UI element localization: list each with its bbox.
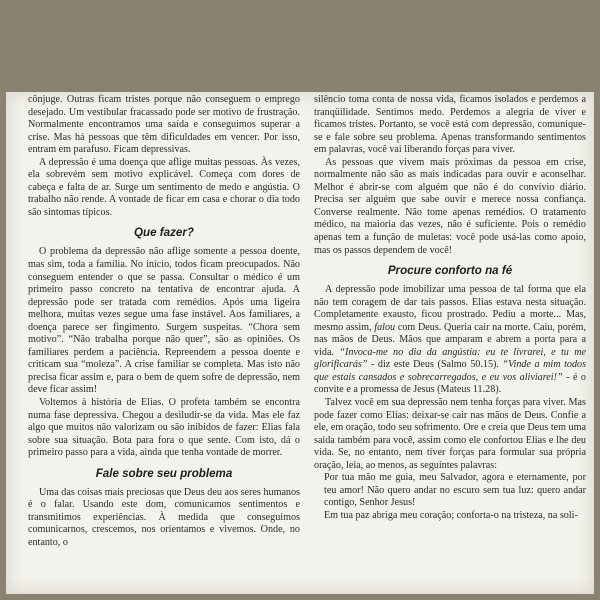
right-column bbox=[314, 94, 586, 523]
bible-quote: “Vinde a mim todos que estais cansados e sobrecarregados, e eu vos aliviarei!” bbox=[314, 359, 587, 383]
text-span: com Deus. Queria cair na morte. Caiu, porém, nas mãos de Deus. Mãos que amparam e abrem a porta para a vida. bbox=[314, 321, 587, 358]
prayer-verse: Em tua paz abriga meu coração; conforta-o na tristeza, na soli- bbox=[324, 509, 578, 521]
paragraph: A depressão é uma doença que aflige muitas pessoas. Às vezes, ela sobrevém sem motivo explicável. Começa com dores de cabeça e falta de ar. Surge um sentimento de medo e angústia. O trabalho não rende. A vontade de ficar em casa e chorar o dia todo são sintomas típicos. bbox=[28, 156, 300, 218]
text-span: - diz este Deus (Salmo 50.15). bbox=[371, 359, 499, 371]
italic-text: falou bbox=[374, 321, 396, 333]
paragraph: cônjuge. Outras ficam tristes porque não conseguem o emprego desejado. Um vestibular fracassado pode ser motivo de frustração. Normalmente encontramos uma saída e conseguimos superar a crise. Mas há pessoas que têm dificuldades em vencer. Por isso, entram em parafuso. Ficam depressivas. bbox=[28, 94, 300, 156]
paragraph: Voltemos à história de Elias. O profeta também se encontra numa fase depressiva. Chegou a desiludir-se da vida. Mas ele faz algo que muitos não valorizam ou são inibidos de fazer: Elias fala sobre sua situação. Bota para fora o que sente. Com isto, dá o primeiro passo para a vida, ainda que tenha vontade de morrer. bbox=[28, 397, 300, 459]
paragraph: Talvez você em sua depressão nem tenha forças para viver. Mas pode fazer como Elias: deixar-se cair nas mãos de Deus. Confie a ele, em oração, todo seu sofrimento. Ore e creia que Deus tem uma saída também para você, assim como ele confortou Elias e lhe deu vida. Se, no entanto, nem tiver forças para formular sua própria oração, leia, ao menos, as seguintes palavras: bbox=[314, 397, 586, 471]
page-sheet bbox=[6, 92, 594, 594]
section-heading-que-fazer: Que fazer? bbox=[134, 226, 194, 240]
section-heading-fale: Fale sobre seu problema bbox=[95, 466, 233, 480]
paragraph: silêncio toma conta de nossa vida, ficamos isolados e perdemos a tranqüilidade. Sentimos medo. Perdemos a alegria de viver e ficamos tristes. Portanto, se você está com depressão, comunique-se e fale sobre seu problema. Apenas transformando sentimentos em palavras, você vai liberando forças para viver. bbox=[314, 94, 586, 156]
left-column bbox=[28, 94, 300, 550]
section-heading-procure-conforto: Procure conforto na fé bbox=[387, 264, 513, 278]
text-span: A depressão pode imobilizar uma pessoa de tal forma que ela não tem coragem de dar tais passos. Elias estava nesta situação. Completamente exausto, ficou prostrado. Pediu a morte... Mas, mesmo assim, bbox=[314, 284, 586, 333]
text-span: - é o convite e a promessa de Jesus (Mateus 11.28). bbox=[314, 371, 586, 396]
paragraph bbox=[314, 284, 586, 397]
paragraph: As pessoas que vivem mais próximas da pessoa em crise, normalmente não são as mais indicadas para ouvir e aconselhar. Melhor é abrir-se com alguém que não é do convívio diário. Precisa ser alguém que sabe ouvir e merece nossa confiança. Converse realmente. Não tome apenas remédios. O tratamento médico, na maioria das vezes, não é suficiente. Pois o remédio apenas tem a função de muletas: você pode usá-las como apoio, mas os passos dependem de você! bbox=[314, 156, 586, 256]
prayer-verse: Por tua mão me guia, meu Salvador, agora e eternamente, por teu amor! Não quero andar no escuro sem tua luz: quero andar contigo, Senhor Jesus! bbox=[324, 472, 586, 509]
bible-quote: “Invoca-me no dia da angústia: eu te livrarei, e tu me glorificarás” bbox=[314, 346, 587, 371]
paragraph: O problema da depressão não aflige somente a pessoa doente, mas sim, toda a família. No início, todos ficam preocupados. Não conseguem entender o que se passa. Consultar o médico é um primeiro passo concreto na tentativa de encontrar ajuda. A depressão pode ser tratada com remédios. Após uma ligeira melhora, muitas vezes segue uma fase instável. Aos familiares, a doença parece ser fingimento. Surgem suspeitas. “Chora sem motivo”. “Não trabalha porque não quer”, são as opiniões. Os familiares perdem a paciência. Repreendem a pessoa doente e criticam sua “moleza”. A crise familiar se completa. Mas isto não precisa ficar assim e, para o bem de quem sofre de depressão, nem deve ficar assim! bbox=[28, 246, 300, 396]
paragraph: Uma das coisas mais preciosas que Deus deu aos seres humanos é o falar. Usando este dom, comunicamos sentimentos e transmitimos experiências. À medida que conseguimos comunicarnos, crescemos, nos orientamos e vivemos. Onde, no entanto, o bbox=[28, 486, 300, 548]
